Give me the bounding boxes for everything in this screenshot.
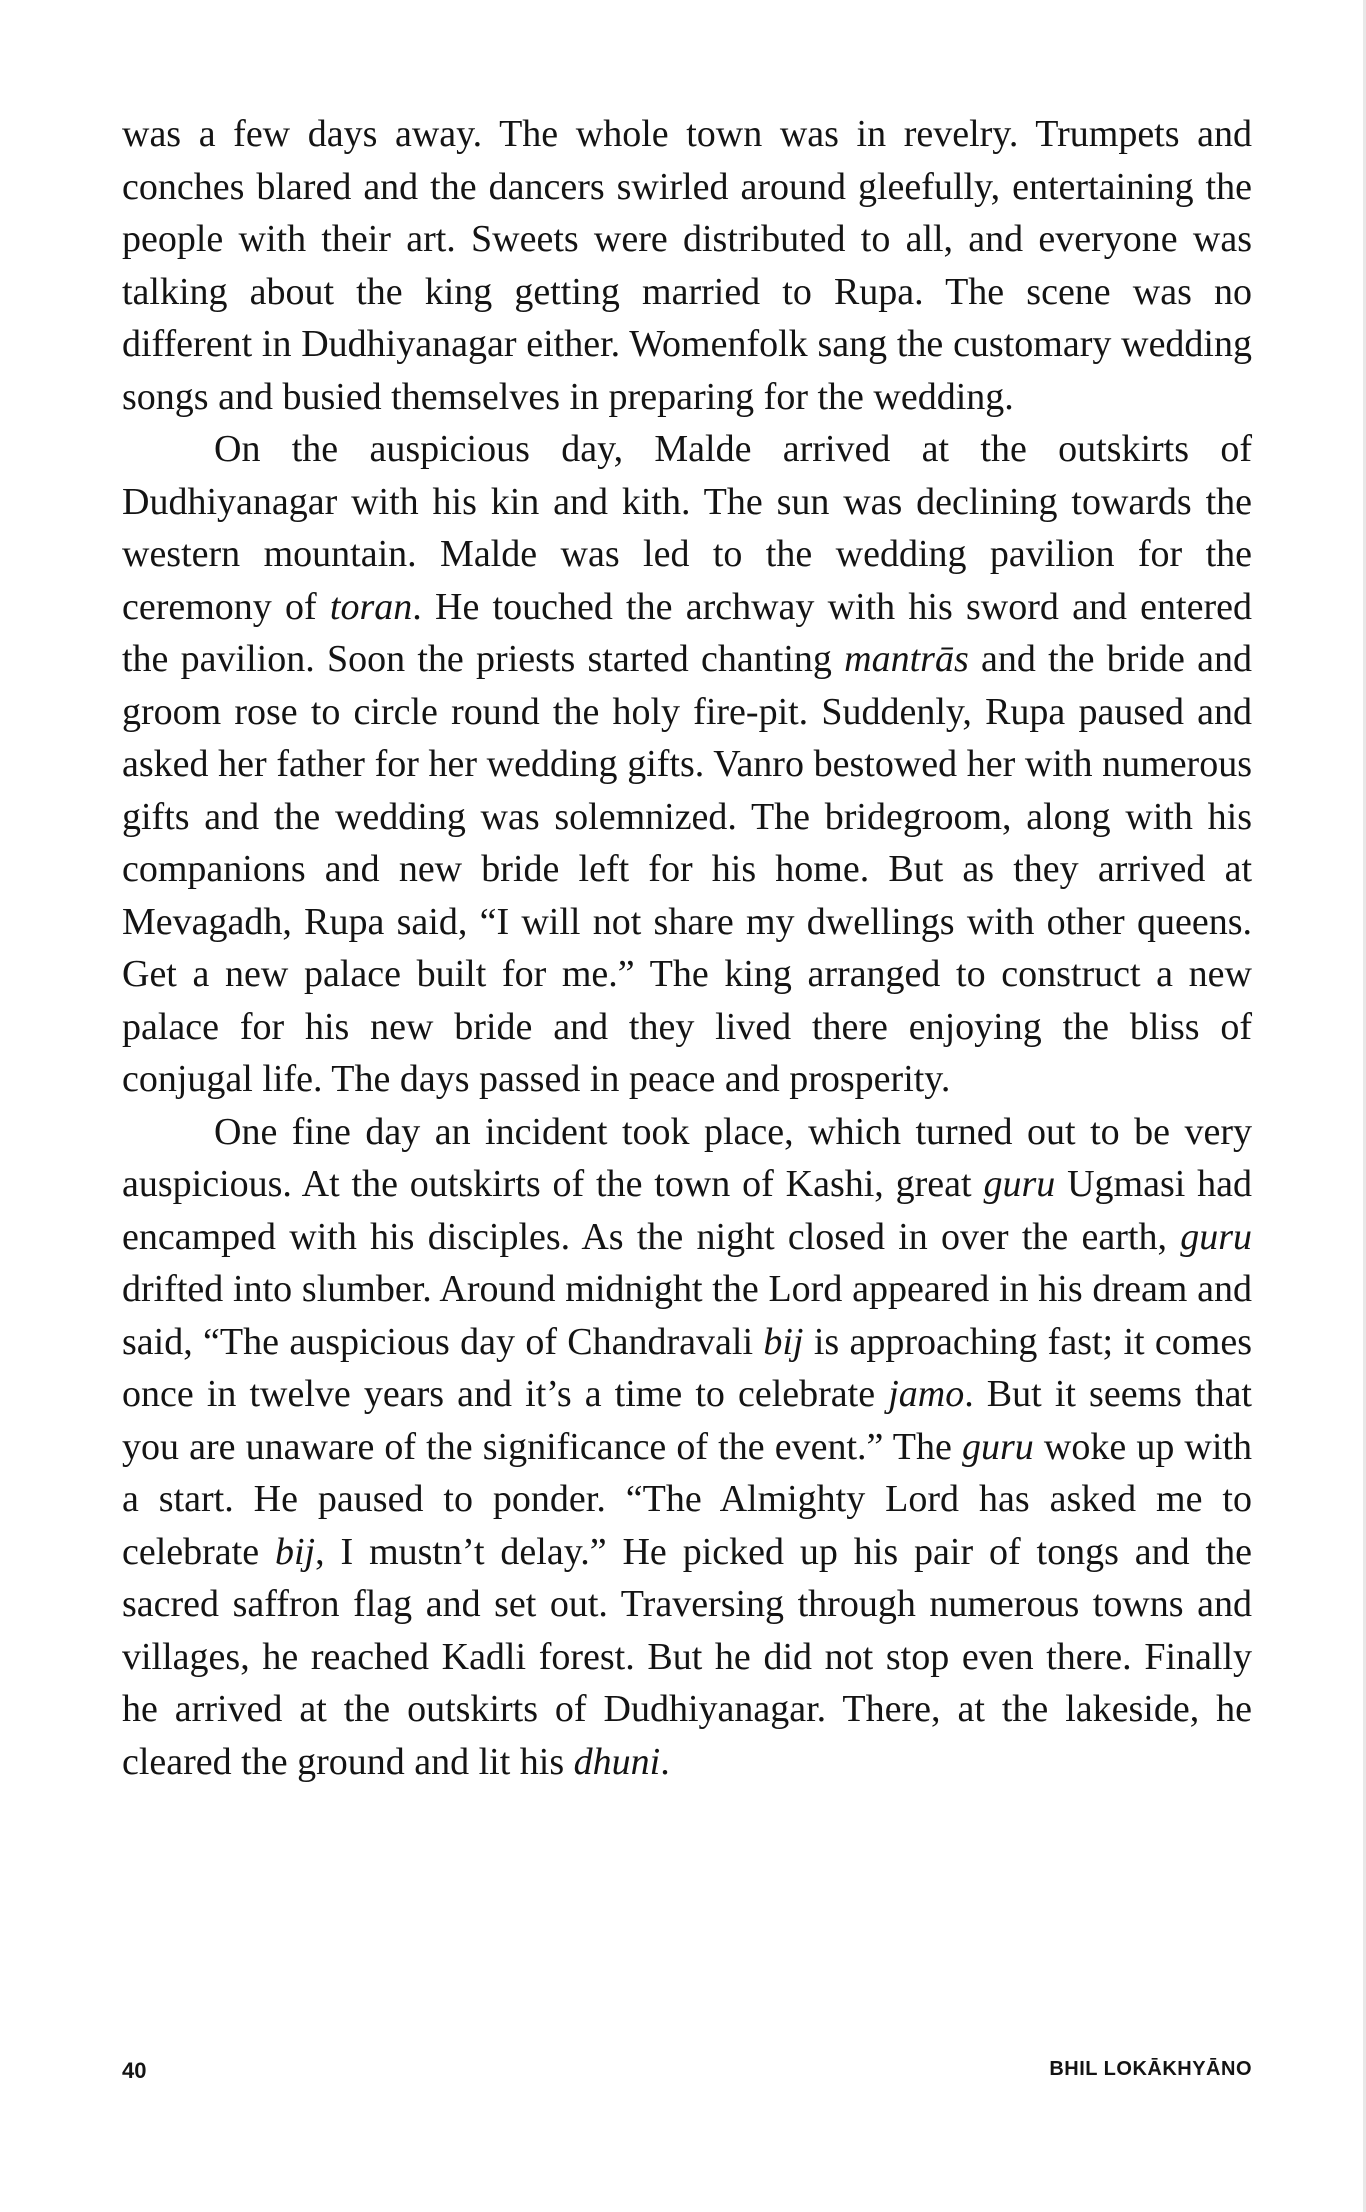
text-run: . But it seems that you are unaware of the significance of the event.” The [122, 1373, 1252, 1468]
text-run: and the bride and groom rose to circle round the holy fire-pit. Suddenly, Rupa paused and asked her father for her wedding gifts. Vanro bestowed her with numerous gifts and the wedding was solemnized. The bridegroom, along with his companions and new bride left for his home. But as they arrived at Mevagadh, Rupa said, “I will not share my dwellings with other queens. Get a new palace built for me.” The king arranged to construct a new palace for his new bride and they lived there enjoying the bliss of conjugal life. The days passed in peace and prosperity. [122, 638, 1253, 1100]
italic-term: jamo [888, 1373, 965, 1415]
text-run: drifted into slumber. Around midnight the Lord appeared in his dream and said, “The auspicious day of Chandravali [122, 1268, 1252, 1363]
italic-term: toran [329, 585, 413, 628]
italic-term: dhuni [573, 1740, 661, 1783]
paragraph-3 [122, 1106, 1252, 1789]
italic-term: guru [961, 1425, 1034, 1468]
body-text [122, 108, 1252, 1788]
italic-term: bij [763, 1320, 804, 1363]
text-run: was a few days away. The whole town was in revelry. Trumpets and conches blared and the dancers swirled around gleefully, entertaining the people with their art. Sweets were distributed to all, and everyone was talking about the king getting married to Rupa. The scene was no different in Dudhiyanagar either. Womenfolk sang the customary wedding songs and busied themselves in preparing for the wedding. [122, 113, 1252, 418]
page-footer [122, 2058, 1252, 2098]
text-run: , I mustn’t delay.” He picked up his pair of tongs and the sacred saffron flag and set out. Traversing through numerous towns and villages, he reached Kadli forest. But he did not stop even there. Finally he arrived at the outskirts of Dudhiyanagar. There, at the lakeside, he cleared the ground and lit his [122, 1530, 1252, 1783]
italic-term: guru [983, 1163, 1056, 1205]
paragraph-1 [122, 108, 1252, 423]
text-run: . He touched the archway with his sword and entered the pavilion. Soon the priests started chanting [122, 585, 1252, 680]
text-run: . [660, 1740, 670, 1783]
text-run: On the auspicious day, Malde arrived at the outskirts of Dudhiyanagar with his kin and kith. The sun was declining towards the western mountain. Malde was led to the wedding pavilion for the ceremony of [122, 428, 1252, 628]
text-run: is approaching fast; it comes once in twelve years and it’s a time to celebrate [122, 1320, 1252, 1415]
italic-term: mantrās [844, 638, 969, 680]
running-title: BHIL LOKĀKHYĀNO [1049, 2058, 1252, 2080]
page-number: 40 [122, 2058, 147, 2083]
text-run: woke up with a start. He paused to ponder. “The Almighty Lord has asked me to celebrate [122, 1425, 1252, 1573]
italic-term: guru [1180, 1215, 1252, 1258]
text-run: Ugmasi had encamped with his disciples. As the night closed in over the earth, [122, 1163, 1252, 1258]
text-run: One fine day an incident took place, which turned out to be very auspicious. At the outskirts of the town of Kashi, great [122, 1110, 1252, 1205]
paragraph-2 [122, 423, 1252, 1106]
italic-term: bij [275, 1530, 316, 1573]
